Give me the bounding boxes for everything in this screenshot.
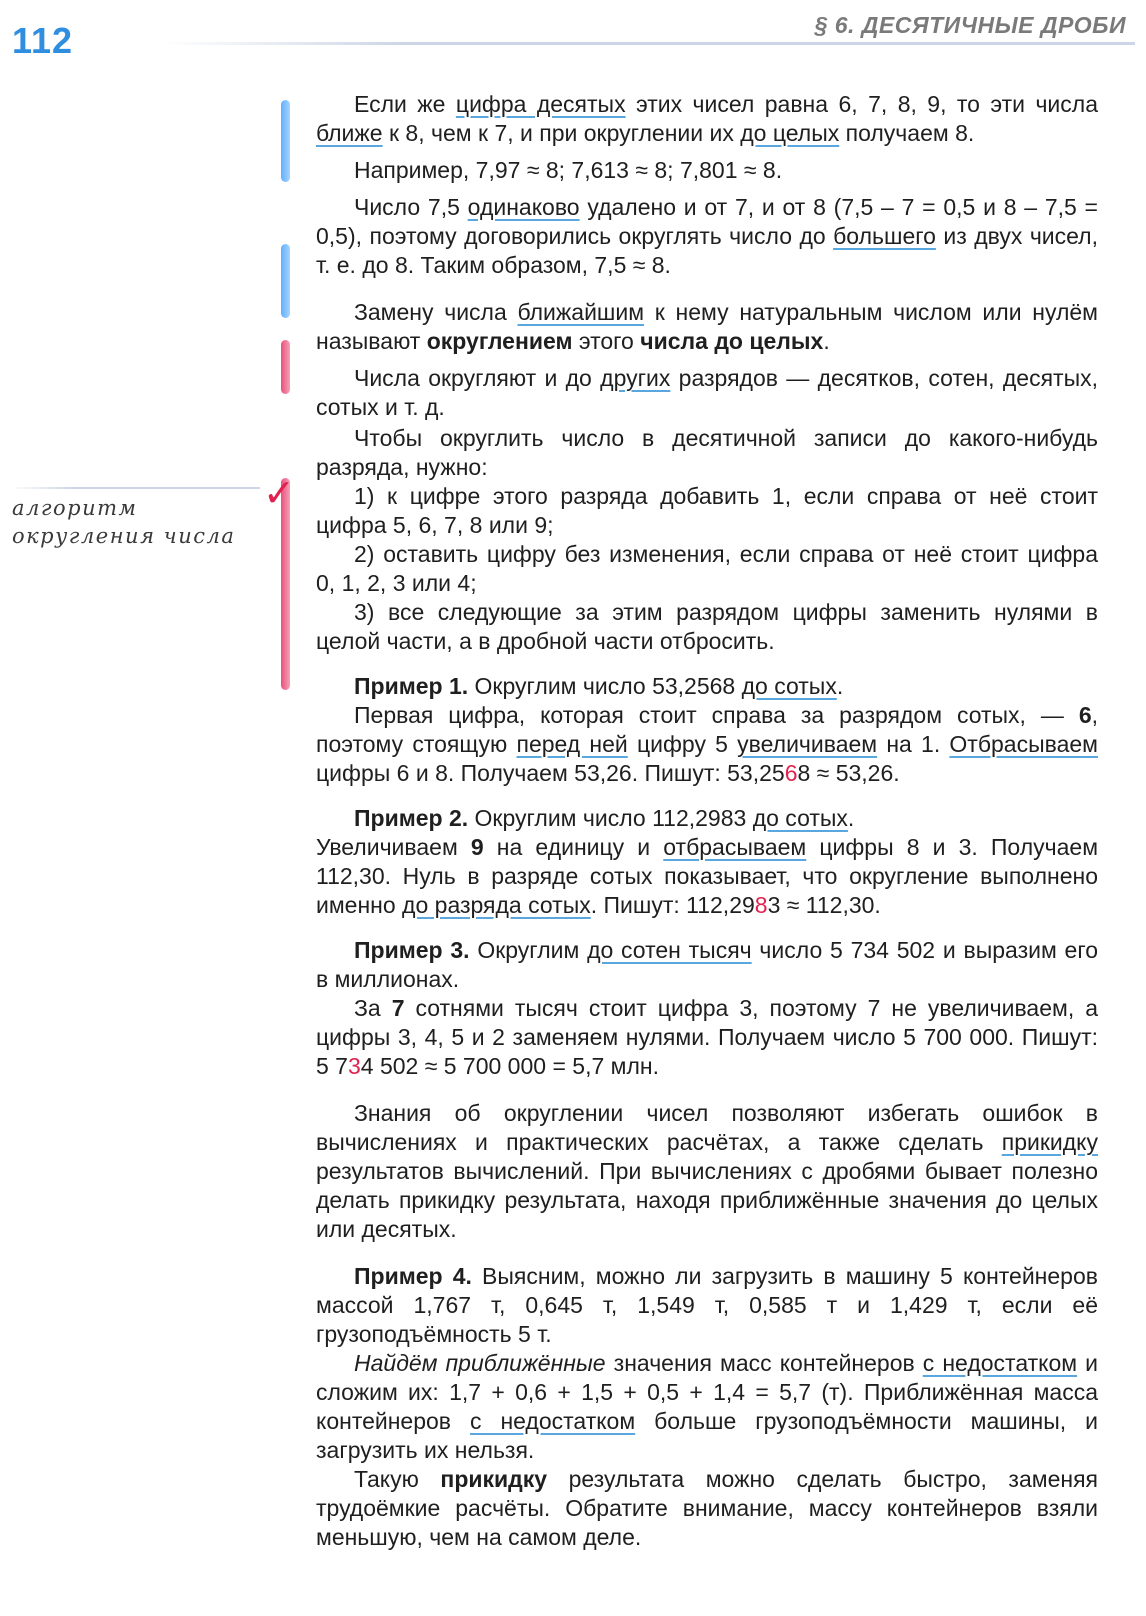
example-heading: Пример 3. Округлим до сотен тысяч число 5 734 502 и выразим его в миллионах.: [316, 937, 1099, 992]
section-title: § 6. ДЕСЯТИЧНЫЕ ДРОБИ: [814, 12, 1126, 38]
paragraph: Число 7,5 одинаково удалено и от 7, и от 8 (7,5 – 7 = 0,5 и 8 – 7,5 = 0,5), поэтому договорились округлять число до большего из двух чисел, т. е. до 8. Таким образом, 7,5 ≈ 8.: [316, 194, 1098, 278]
paragraph: Например, 7,97 ≈ 8; 7,613 ≈ 8; 7,801 ≈ 8.: [354, 157, 783, 183]
example-body: За 7 сотнями тысяч стоит цифра 3, поэтому 7 не увеличиваем, а цифры 3, 4, 5 и 2 заменяем нулями. Получаем число 5 700 000. Пишут: 5 734 502 ≈ 5 700 000 = 5,7 млн.: [316, 995, 1099, 1079]
check-mark-icon: ✓: [263, 473, 295, 515]
algorithm-step: 3) все следующие за этим разрядом цифры заменить нулями в целой части, а в дробной части отбросить.: [316, 599, 1098, 654]
example-heading: Пример 2. Округлим число 112,2983 до сотых.: [354, 805, 855, 831]
highlight-bar: [281, 100, 290, 182]
algorithm-sidebar-label: [12, 494, 262, 550]
sidebar-rule: [10, 487, 260, 489]
highlight-bar: [281, 340, 290, 394]
example-heading: Пример 1. Округлим число 53,2568 до сотых.: [354, 673, 844, 699]
algorithm-intro: Чтобы округлить число в десятичной записи до какого-нибудь разряда, нужно:: [316, 425, 1098, 480]
page-number: 112: [12, 20, 74, 61]
header-rule: [160, 42, 1135, 45]
sidebar-label-line: алгоритм: [12, 496, 138, 520]
main-text: [316, 90, 1098, 1560]
paragraph: Знания об округлении чисел позволяют избегать ошибок в вычислениях и практических расчётах, а также сделать прикидку результатов вычислений. При вычислениях с дробями бывает полезно делать прикидку результата, находя приближённые значения до целых или десятых.: [316, 1100, 1098, 1242]
example-body: Такую прикидку результата можно сделать быстро, заменяя трудоёмкие расчёты. Обратите внимание, массу контейнеров взяли меньшую, чем на самом деле.: [316, 1466, 1098, 1550]
example-body: Первая цифра, которая стоит справа за разрядом сотых, — 6, поэтому стоящую перед ней цифру 5 увеличиваем на 1. Отбрасываем цифры 6 и 8. Получаем 53,26. Пишут: 53,2568 ≈ 53,26.: [316, 702, 1098, 786]
paragraph: Числа округляют и до других разрядов — десятков, сотен, десятых, сотых и т. д.: [316, 365, 1098, 420]
definition-paragraph: Замену числа ближайшим к нему натуральным числом или нулём называют округлением этого числа до целых.: [316, 299, 1098, 354]
example-body: Увеличиваем 9 на единицу и отбрасываем цифры 8 и 3. Получаем 112,30. Нуль в разряде сотых показывает, что округление выполнено именно до разряда сотых. Пишут: 112,2983 ≈ 112,30.: [316, 834, 1099, 918]
highlight-bar: [281, 244, 290, 318]
algorithm-step: 1) к цифре этого разряда добавить 1, если справа от неё стоит цифра 5, 6, 7, 8 или 9;: [316, 483, 1098, 538]
example-heading: Пример 4. Выясним, можно ли загрузить в машину 5 контейнеров массой 1,767 т, 0,645 т, 1,549 т, 0,585 т и 1,429 т, если её грузоподъёмность 5 т.: [316, 1263, 1098, 1347]
sidebar-label-line: округления числа: [12, 524, 236, 548]
example-body: Найдём приближённые значения масс контейнеров с недостатком и сложим их: 1,7 + 0,6 + 1,5 + 0,5 + 1,4 = 5,7 (т). Приближённая масса контейнеров с недостатком больше грузоподъёмности машины, и загрузить их нельзя.: [316, 1350, 1098, 1463]
algorithm-step: 2) оставить цифру без изменения, если справа от неё стоит цифра 0, 1, 2, 3 или 4;: [316, 541, 1098, 596]
paragraph: Если же цифра десятых этих чисел равна 6, 7, 8, 9, то эти числа ближе к 8, чем к 7, и при округлении их до целых получаем 8.: [316, 91, 1098, 146]
algorithm-block: [316, 424, 1098, 656]
